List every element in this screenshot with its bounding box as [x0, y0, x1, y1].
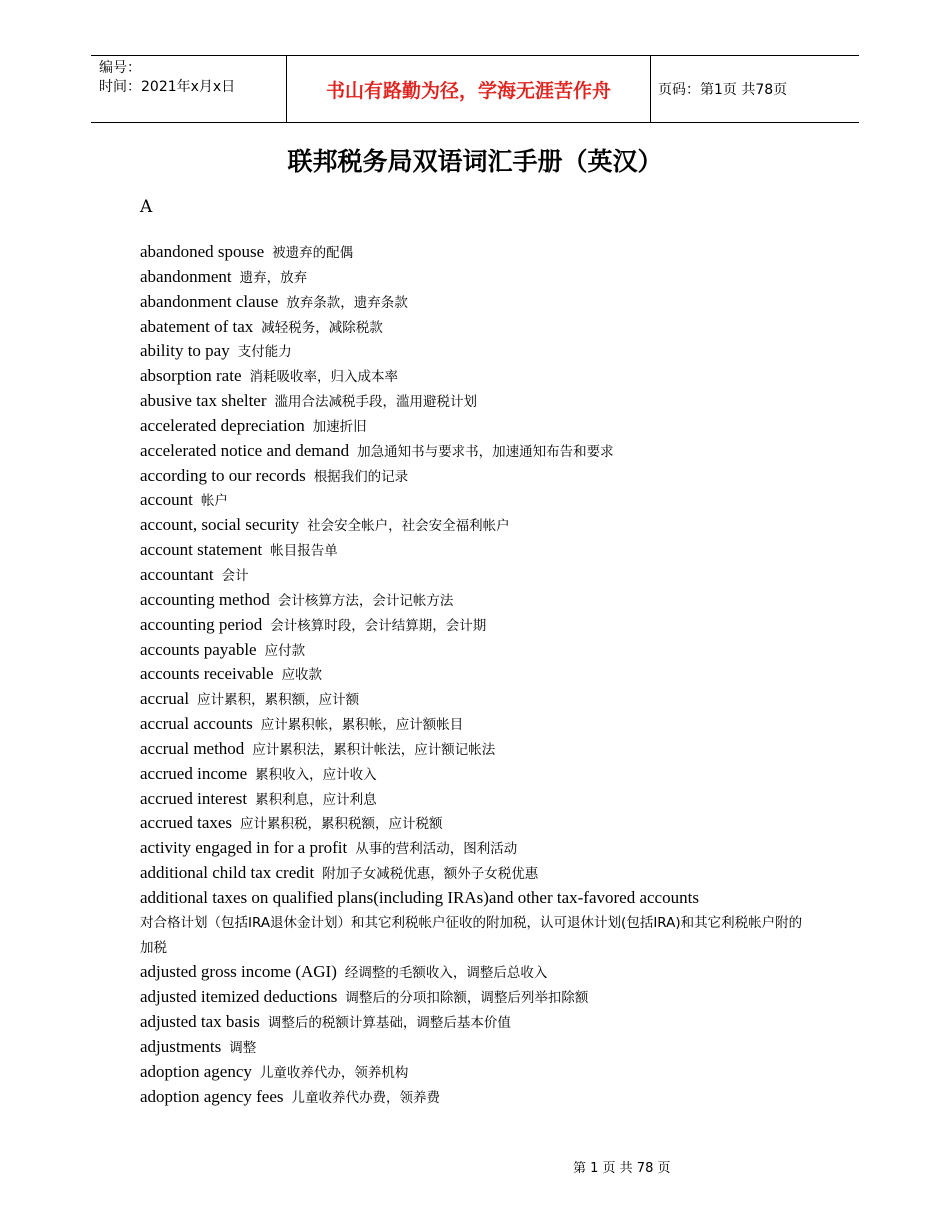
glossary-entry [140, 389, 812, 414]
entry-translation: 儿童收养代办，领养机构 [259, 1064, 409, 1081]
glossary-entry [140, 836, 812, 861]
glossary-entry [140, 662, 812, 687]
glossary-entry [140, 960, 812, 985]
header-page-info [650, 56, 859, 122]
glossary-entry [140, 464, 812, 489]
entry-term: accrual accounts [140, 714, 253, 734]
glossary-entry [140, 1010, 812, 1035]
section-letter: A [140, 197, 153, 217]
glossary-entry [140, 588, 812, 613]
entry-translation: 会计 [221, 567, 249, 584]
entry-translation: 应计累积帐，累积帐，应计额帐目 [260, 717, 464, 734]
glossary-entry [140, 315, 812, 340]
entry-term: account, social security [140, 515, 300, 535]
entry-term: accrued income [140, 763, 248, 783]
entry-translation: 应计累积，累积额，应计额 [197, 692, 360, 709]
page-header [91, 55, 859, 123]
glossary-entry [140, 414, 812, 439]
entry-translation: 儿童收养代办费，领养费 [291, 1089, 440, 1106]
glossary-entry [140, 290, 812, 315]
glossary-entry [140, 712, 812, 737]
entry-translation: 调整后的税额计算基础，调整后基本价值 [267, 1015, 511, 1032]
entry-term: accounting method [140, 589, 270, 609]
entry-term: account statement [140, 540, 263, 560]
entry-term: accounting period [140, 614, 263, 634]
glossary-entry [140, 985, 812, 1010]
glossary-entry [140, 811, 812, 836]
entry-term: accelerated notice and demand [140, 440, 350, 460]
motto-text: 书山有路勤为径，学海无涯苦作舟 [325, 79, 611, 102]
entry-translation: 帐目报告单 [270, 543, 338, 560]
entry-translation: 社会安全帐户，社会安全福利帐户 [307, 518, 510, 535]
entry-term: additional taxes on qualified plans(including IRAs)and other tax-favored accounts [140, 887, 699, 907]
entry-translation: 支付能力 [237, 344, 292, 361]
serial-label: 编号： [99, 60, 141, 76]
entry-translation: 被遗弃的配偶 [272, 245, 354, 261]
glossary-entry [140, 861, 812, 886]
glossary-entry [140, 762, 812, 787]
entry-translation: 调整 [229, 1040, 257, 1056]
entry-term: accrual method [140, 738, 245, 758]
entry-term: accrued interest [140, 788, 248, 808]
page-footer: 第 1 页 共 78 页 [573, 1161, 671, 1176]
entry-translation: 应付款 [264, 642, 306, 659]
entry-translation: 会计核算方法，会计记帐方法 [277, 592, 454, 609]
entry-term: accounts payable [140, 639, 257, 659]
entry-translation: 应计累积法，累积计帐法，应计额记帐法 [252, 741, 496, 758]
entry-translation: 滥用合法减税手段，滥用避税计划 [274, 394, 478, 411]
entry-translation: 减轻税务，减除税款 [261, 319, 383, 336]
entry-term: ability to pay [140, 341, 230, 361]
glossary-entry [140, 638, 812, 663]
glossary-entry [140, 563, 812, 588]
glossary-list [140, 240, 812, 1110]
entry-term: accrual [140, 689, 190, 709]
entry-translation: 对合格计划（包括IRA退休金计划）和其它利税帐户征收的附加税，认可退休计划(包括IRA)和其它利税帐户附的加税 [140, 914, 803, 956]
entry-term: adoption agency [140, 1061, 252, 1081]
entry-term: abandonment clause [140, 291, 279, 311]
entry-term: abusive tax shelter [140, 391, 267, 411]
glossary-long-entry [140, 886, 812, 961]
entry-term: accelerated depreciation [140, 415, 305, 435]
glossary-group-1 [140, 240, 812, 886]
glossary-entry [140, 737, 812, 762]
glossary-entry [140, 687, 812, 712]
glossary-entry [140, 538, 812, 563]
glossary-entry [140, 787, 812, 812]
entry-term: accrued taxes [140, 813, 233, 833]
glossary-entry [140, 364, 812, 389]
document-title: 联邦税务局双语词汇手册（英汉） [287, 147, 663, 176]
entry-translation: 加急通知书与要求书，加速通知布告和要求 [357, 443, 614, 460]
entry-translation: 消耗吸收率，归入成本率 [249, 369, 398, 386]
glossary-entry [140, 240, 812, 265]
entry-translation: 调整后的分项扣除额，调整后列举扣除额 [345, 990, 589, 1007]
entry-term: accounts receivable [140, 664, 274, 684]
entry-translation: 遗弃，放弃 [239, 269, 308, 286]
entry-translation: 会计核算时段，会计结算期，会计期 [270, 617, 487, 634]
entry-translation: 累积利息，应计利息 [255, 791, 377, 808]
entry-term: account [140, 490, 193, 510]
entry-translation: 应计累积税，累积税额，应计税额 [240, 816, 443, 833]
entry-term: activity engaged in for a profit [140, 838, 348, 858]
entry-translation: 从事的营利活动，图利活动 [355, 841, 518, 858]
glossary-entry [140, 339, 812, 364]
entry-term: accountant [140, 564, 214, 584]
entry-term: adjusted tax basis [140, 1012, 260, 1032]
glossary-entry [140, 613, 812, 638]
entry-term: adoption agency fees [140, 1086, 284, 1106]
entry-translation: 放弃条款，遗弃条款 [286, 294, 408, 311]
glossary-group-2 [140, 960, 812, 1109]
page-info-text: 页码：第1页 共78页 [658, 82, 788, 98]
entry-term: abandoned spouse [140, 242, 265, 261]
glossary-entry [140, 1060, 812, 1085]
entry-translation: 帐户 [200, 493, 228, 510]
entry-term: abandonment [140, 266, 232, 286]
glossary-entry [140, 1085, 812, 1110]
entry-term: additional child tax credit [140, 863, 315, 883]
entry-translation: 应收款 [281, 667, 323, 684]
glossary-entry [140, 513, 812, 538]
glossary-entry [140, 265, 812, 290]
entry-translation: 根据我们的记录 [313, 468, 409, 485]
entry-translation: 加速折旧 [312, 418, 367, 435]
header-meta [99, 56, 285, 125]
glossary-entry [140, 439, 812, 464]
entry-term: adjusted itemized deductions [140, 987, 338, 1007]
entry-term: adjusted gross income (AGI) [140, 962, 337, 982]
entry-term: abatement of tax [140, 316, 254, 336]
entry-term: adjustments [140, 1037, 222, 1056]
entry-translation: 累积收入，应计收入 [255, 766, 377, 783]
entry-term: according to our records [140, 465, 306, 485]
glossary-entry [140, 488, 812, 513]
entry-translation: 附加子女减税优惠，额外子女税优惠 [322, 866, 539, 883]
header-motto-cell [286, 56, 651, 122]
date-label: 时间：2021年x月x日 [99, 79, 236, 95]
entry-translation: 经调整的毛额收入，调整后总收入 [344, 965, 548, 982]
entry-term: absorption rate [140, 366, 242, 386]
glossary-entry [140, 1035, 812, 1060]
